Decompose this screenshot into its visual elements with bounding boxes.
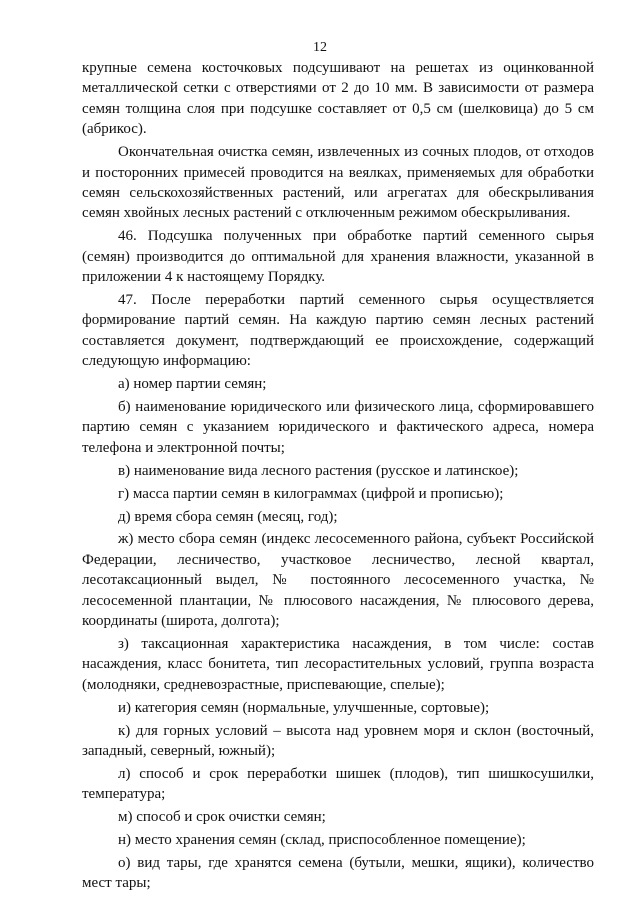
paragraph-continuation: крупные семена косточковых подсушивают на решетах из оцинкованной металлической сетки с отверстиями от 2 до 10 мм. В зависимости от размера семян толщина слоя при подсушке составляет от 0,5 см (шелковица) до 5 см (абрикос). (82, 60, 594, 138)
paragraph-final-cleaning: Окончательная очистка семян, извлеченных из сочных плодов, от отходов и посторонних примесей проводится на веялках, применяемых для обработки семян сельскохозяйственных растений, или агрегатах для обескрыливания семян хвойных лесных растений с отключенным режимом обескрыливания. (82, 144, 594, 222)
list-item-o: о) вид тары, где хранятся семена (бутыли, мешки, ящики), количество мест тары; (82, 855, 594, 892)
paragraph-item-47: 47. После переработки партий семенного сырья осуществляется формирование партий семян. На каждую партию семян лесных растений составляется документ, подтверждающий ее происхождение, содержащий следующую информацию: (82, 291, 594, 370)
list-item-n: н) место хранения семян (склад, приспособленное помещение); (118, 832, 526, 849)
list-item-m: м) способ и срок очистки семян; (118, 809, 326, 826)
list-item-v: в) наименование вида лесного растения (русское и латинское); (118, 462, 519, 479)
list-item-k: к) для горных условий – высота над уровнем моря и склон (восточный, западный, северный, южный); (82, 722, 594, 759)
list-item-g: г) масса партии семян в килограммах (цифрой и прописью); (118, 485, 504, 502)
paragraph-item-46: 46. Подсушка полученных при обработке партий семенного сырья (семян) производится до оптимальной для хранения влажности, указанной в приложении 4 к настоящему Порядку. (82, 228, 594, 286)
list-item-d: д) время сбора семян (месяц, год); (118, 508, 338, 525)
page-number: 12 (313, 40, 327, 55)
list-item-zh: ж) место сбора семян (индекс лесосеменного района, субъект Российской Федерации, лесничество, участковое лесничество, лесной квартал, лесотаксационный выдел, № постоянного лесосеменного участка, № лесосеменной плантации, № плюсового насаждения, № плюсового дерева, координаты (широта, долгота); (82, 531, 594, 630)
list-item-i: и) категория семян (нормальные, улучшенные, сортовые); (118, 699, 490, 716)
document-body (82, 58, 594, 896)
list-item-z: з) таксационная характеристика насаждения, в том числе: состав насаждения, класс бонитета, тип лесорастительных условий, группа возраста (молодняки, средневозрастные, приспевающие, спелые); (82, 635, 594, 693)
list-item-a: а) номер партии семян; (118, 376, 267, 393)
list-item-b: б) наименование юридического или физического лица, сформировавшего партию семян с указанием юридического и фактического адреса, номера телефона и электронной почты; (82, 399, 594, 456)
list-item-l: л) способ и срок переработки шишек (плодов), тип шишкосушилки, температура; (82, 765, 594, 803)
